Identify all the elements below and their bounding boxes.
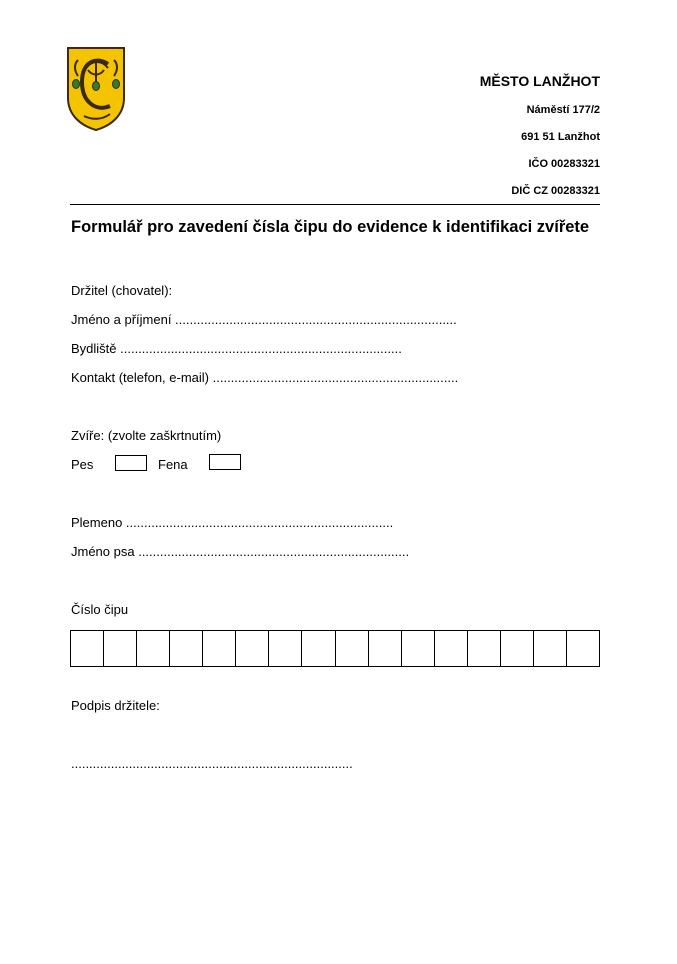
address-city: 691 51 Lanžhot	[521, 131, 600, 143]
chip-digit-cell[interactable]	[468, 631, 501, 666]
chip-digit-cell[interactable]	[170, 631, 203, 666]
breed-field[interactable]: Plemeno ..........................................................................	[71, 515, 394, 530]
animal-heading: Zvíře: (zvolte zaškrtnutím)	[71, 428, 222, 443]
letterhead	[480, 73, 600, 198]
owner-residence-field[interactable]: Bydliště ..............................................................................	[71, 341, 402, 356]
chip-digit-cell[interactable]	[369, 631, 402, 666]
chip-digit-cell[interactable]	[71, 631, 104, 666]
chip-digit-cell[interactable]	[269, 631, 302, 666]
owner-heading: Držitel (chovatel):	[71, 283, 173, 298]
signature-field[interactable]: ..............................................................................	[71, 756, 353, 771]
option-dog-label: Pes	[71, 457, 94, 472]
chip-number-grid	[70, 630, 600, 667]
chip-digit-cell[interactable]	[302, 631, 335, 666]
owner-name-field[interactable]: Jméno a příjmení ..............................................................................	[71, 312, 457, 327]
city-coat-of-arms-icon	[66, 46, 126, 132]
chip-digit-cell[interactable]	[104, 631, 137, 666]
chip-digit-cell[interactable]	[534, 631, 567, 666]
dog-name-field[interactable]: Jméno psa ...........................................................................	[71, 544, 410, 559]
chip-digit-cell[interactable]	[435, 631, 468, 666]
form-title: Formulář pro zavedení čísla čipu do evidence k identifikaci zvířete	[71, 218, 590, 236]
dic-number: DIČ CZ 00283321	[511, 185, 600, 197]
owner-contact-field[interactable]: Kontakt (telefon, e-mail) ....................................................................	[71, 370, 459, 385]
option-dog-checkbox[interactable]	[115, 455, 147, 471]
header-divider	[70, 204, 600, 205]
option-bitch-checkbox[interactable]	[209, 454, 241, 470]
chip-digit-cell[interactable]	[501, 631, 534, 666]
chip-digit-cell[interactable]	[203, 631, 236, 666]
signature-heading: Podpis držitele:	[71, 698, 160, 713]
city-name: MĚSTO LANŽHOT	[479, 73, 600, 89]
address-street: Náměstí 177/2	[526, 104, 600, 116]
chip-digit-cell[interactable]	[336, 631, 369, 666]
chip-digit-cell[interactable]	[137, 631, 170, 666]
ico-number: IČO 00283321	[528, 158, 600, 170]
chip-digit-cell[interactable]	[236, 631, 269, 666]
chip-digit-cell[interactable]	[402, 631, 435, 666]
chip-digit-cell[interactable]	[567, 631, 599, 666]
chip-heading: Číslo čipu	[71, 602, 129, 617]
option-bitch-label: Fena	[158, 457, 188, 472]
